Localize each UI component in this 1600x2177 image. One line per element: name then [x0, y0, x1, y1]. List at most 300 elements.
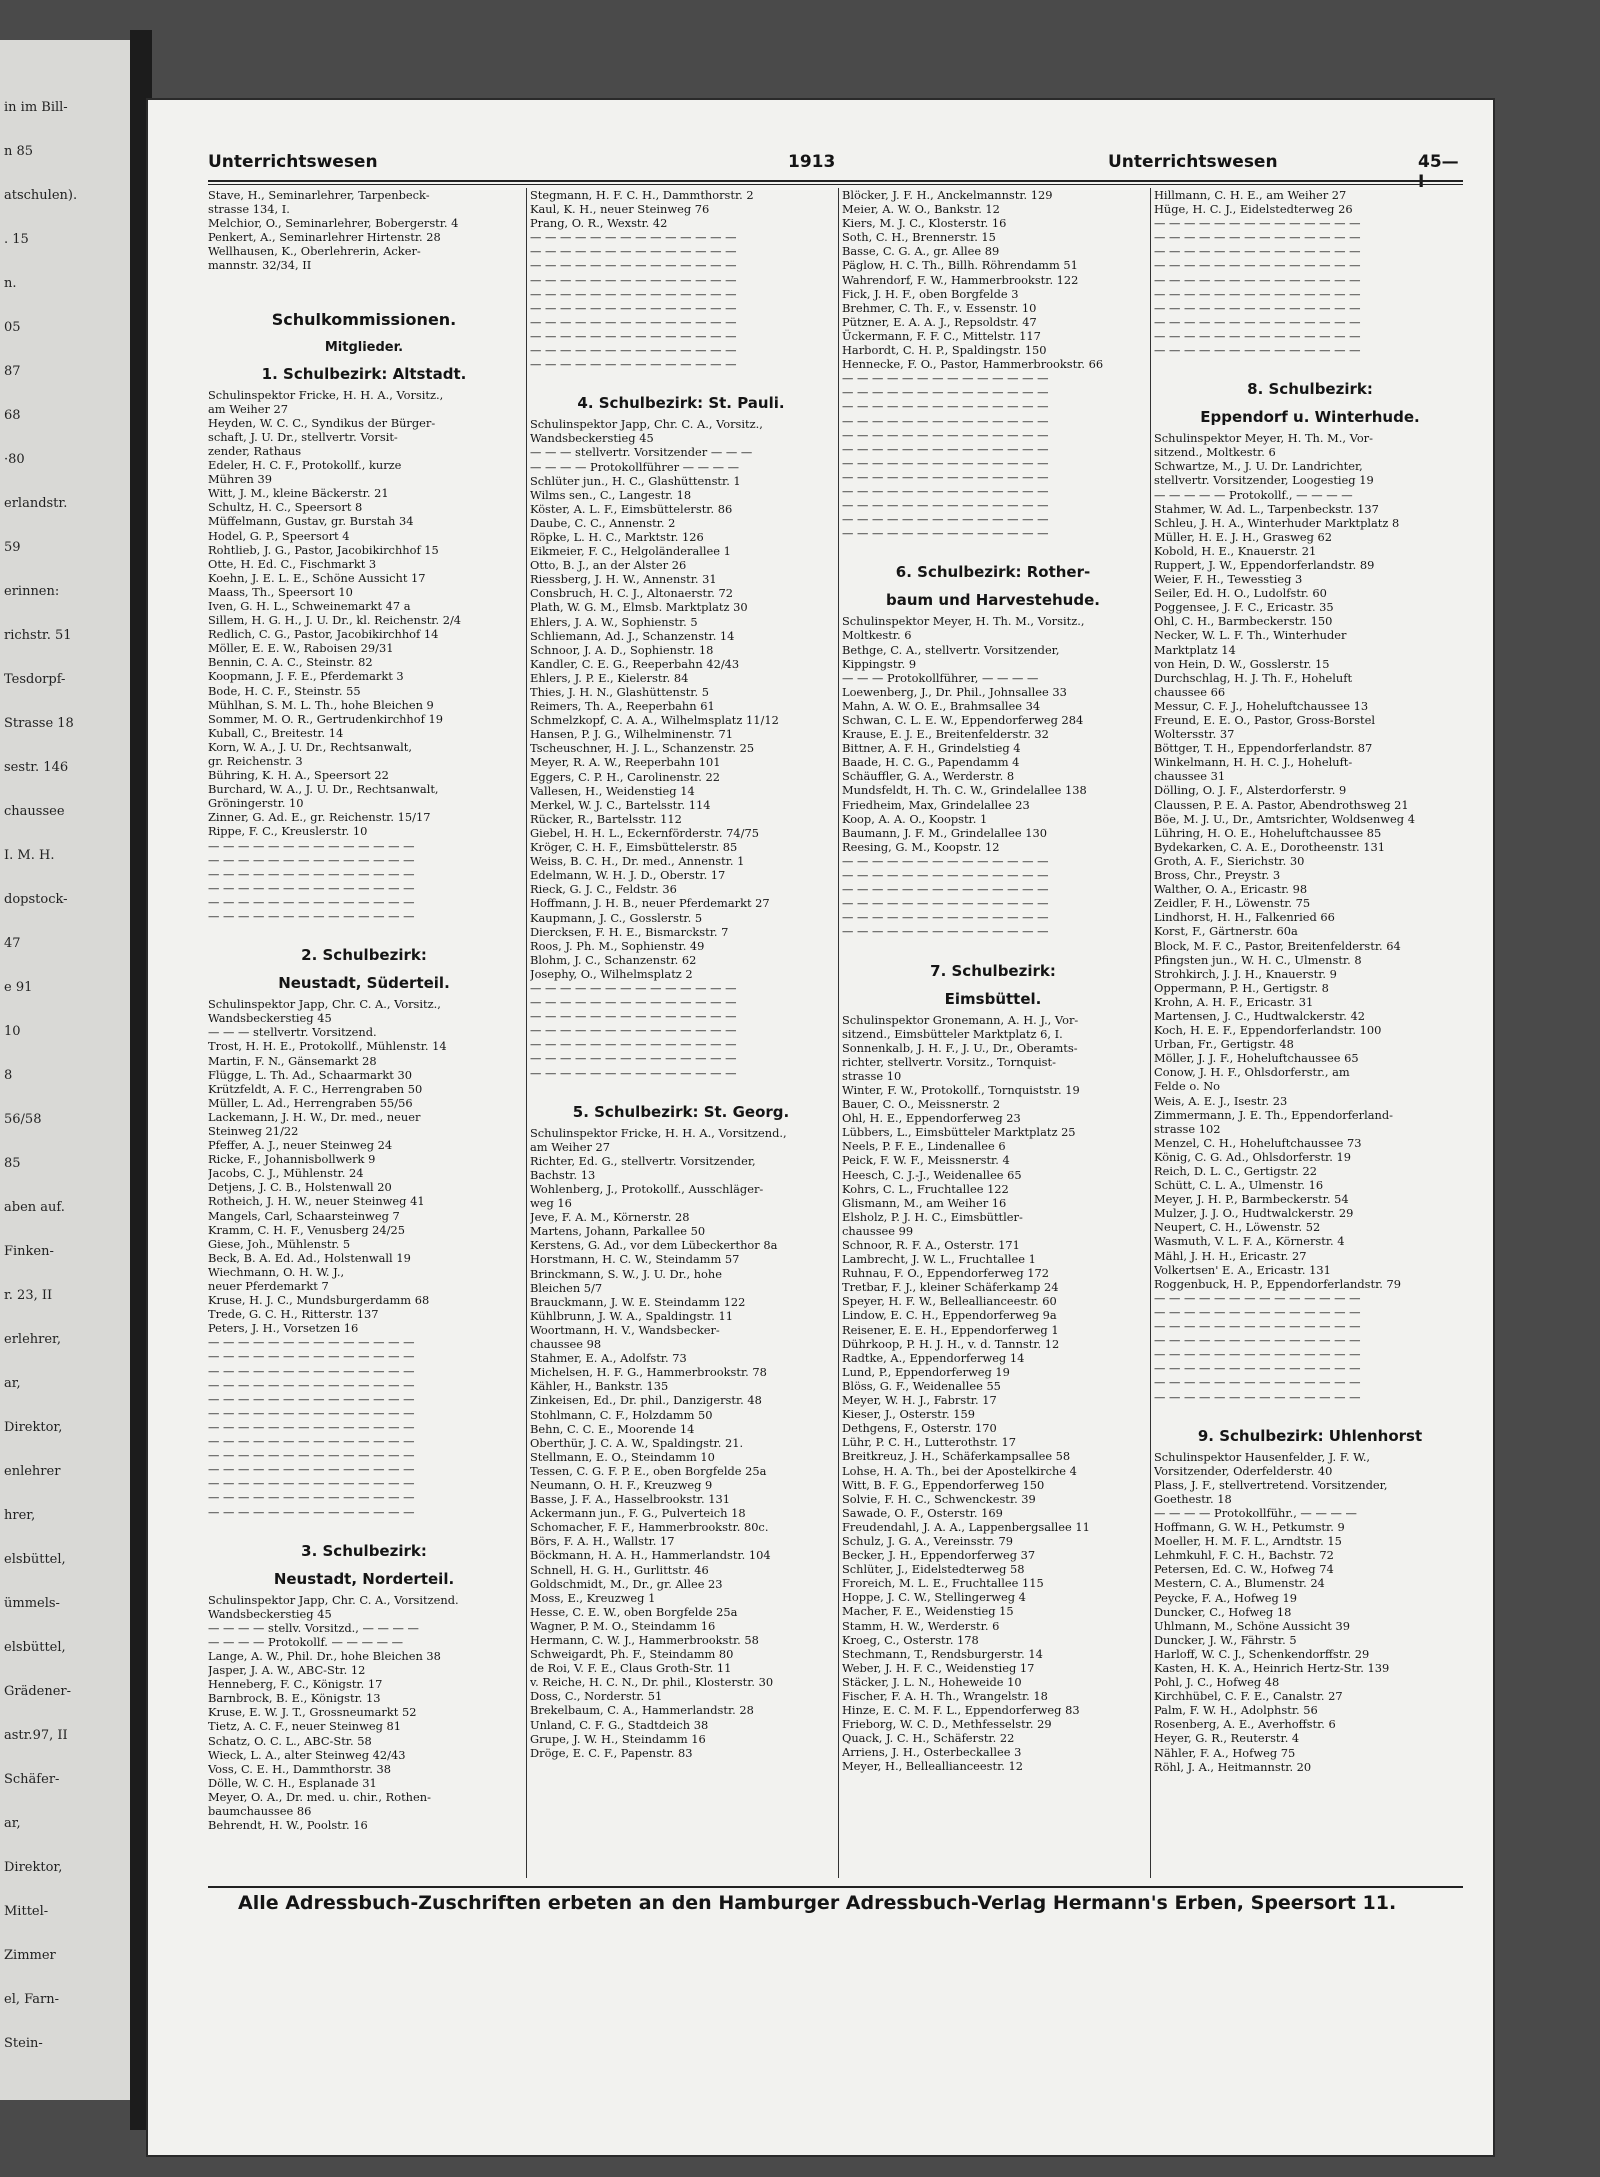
directory-entry: Nähler, F. A., Hofweg 75 — [1154, 1745, 1296, 1760]
directory-entry: Woltersstr. 37 — [1154, 727, 1235, 742]
directory-entry: Bauer, C. O., Meissnerstr. 2 — [842, 1097, 1001, 1112]
directory-entry: Sillem, H. G. H., J. U. Dr., kl. Reichenstr. 2/4 — [208, 613, 462, 628]
left-page-text: r. 23, II — [4, 1288, 53, 1303]
directory-entry: Moltkestr. 6 — [842, 628, 912, 643]
directory-entry: Kühlbrunn, J. W. A., Spaldingstr. 11 — [530, 1308, 733, 1323]
directory-entry: Witt, J. M., kleine Bäckerstr. 21 — [208, 486, 389, 501]
directory-entry: Thies, J. H. N., Glashüttenstr. 5 — [530, 685, 709, 699]
directory-entry: Neels, P. F. E., Lindenallee 6 — [842, 1139, 1006, 1154]
directory-entry: Meyer, O. A., Dr. med. u. chir., Rothen- — [208, 1789, 431, 1804]
directory-entry: — — — — — — — — — — — — — — — [530, 314, 737, 329]
directory-entry: Glismann, M., am Weiher 16 — [842, 1195, 1007, 1210]
directory-entry: Baumann, J. F. M., Grindelallee 130 — [842, 825, 1047, 840]
directory-entry: Mahn, A. W. O. E., Brahmsallee 34 — [842, 698, 1041, 713]
left-page-text: erlehrer, — [4, 1332, 61, 1347]
directory-entry: — — — — Protokollf. — — — — — — [208, 1634, 403, 1649]
directory-entry: Böttger, T. H., Eppendorferlandstr. 87 — [1154, 741, 1373, 756]
left-page-text: Finken- — [4, 1244, 54, 1259]
directory-entry: Roos, J. Ph. M., Sophienstr. 49 — [530, 938, 705, 953]
directory-entry: Kruse, H. J. C., Mundsburgerdamm 68 — [208, 1293, 430, 1308]
left-page-text: elsbüttel, — [4, 1552, 66, 1567]
directory-entry: Peters, J. H., Vorsetzen 16 — [208, 1321, 359, 1336]
directory-entry: Block, M. F. C., Pastor, Breitenfelderstr. 64 — [1154, 938, 1401, 953]
directory-entry: Rippe, F. C., Kreuslerstr. 10 — [208, 824, 368, 839]
directory-entry: — — — — — — — — — — — — — — — [1154, 286, 1361, 301]
left-page-text: 85 — [4, 1156, 21, 1171]
spacer — [1154, 357, 1466, 371]
directory-entry: Schatz, O. C. L., ABC-Str. 58 — [208, 1733, 372, 1748]
directory-entry: Wilms sen., C., Langestr. 18 — [530, 487, 692, 502]
directory-entry: Giese, Joh., Mühlenstr. 5 — [208, 1236, 351, 1251]
left-page-text: dopstock- — [4, 892, 68, 907]
directory-entry: — — — — — — — — — — — — — — — [208, 1462, 415, 1477]
directory-entry: Lindhorst, H. H., Falkenried 66 — [1154, 910, 1335, 925]
section-heading: 1. Schulbezirk: Altstadt. — [261, 364, 467, 383]
directory-entry: Gröningerstr. 10 — [208, 796, 304, 811]
directory-entry: Schulinspektor Hausenfelder, J. F. W., — [1154, 1449, 1371, 1464]
directory-entry: Froreich, M. L. E., Fruchtallee 115 — [842, 1576, 1044, 1591]
directory-entry: Schomacher, F. F., Hammerbrookstr. 80c. — [530, 1520, 769, 1535]
directory-entry: Mestern, C. A., Blumenstr. 24 — [1154, 1576, 1325, 1591]
directory-entry: Merkel, W. J. C., Bartelsstr. 114 — [530, 797, 711, 812]
directory-entry: Ehlers, J. A. W., Sophienstr. 5 — [530, 614, 698, 629]
directory-entry: Mühren 39 — [208, 472, 272, 487]
directory-entry: Freund, E. E. O., Pastor, Gross-Borstel — [1154, 713, 1376, 727]
directory-entry: — — — — — — — — — — — — — — — [1154, 300, 1361, 315]
directory-entry: Korst, F., Gärtnerstr. 60a — [1154, 924, 1298, 939]
directory-entry: — — — — — — — — — — — — — — — [842, 896, 1049, 911]
directory-entry: — — — — — — — — — — — — — — — [842, 455, 1049, 470]
directory-entry: Reich, D. L. C., Gertigstr. 22 — [1154, 1164, 1318, 1178]
directory-entry: Ruppert, J. W., Eppendorferlandstr. 89 — [1154, 557, 1375, 572]
left-page-text: n. — [4, 276, 17, 291]
left-page-text: sestr. 146 — [4, 760, 69, 775]
directory-entry: Quack, J. C. H., Schäferstr. 22 — [842, 1731, 1015, 1746]
left-page-text: atschulen). — [4, 188, 78, 203]
left-page-text: . 15 — [4, 232, 29, 247]
directory-entry: — — — — — — — — — — — — — — — [530, 1051, 737, 1066]
directory-entry: Martensen, J. C., Hudtwalckerstr. 42 — [1154, 1008, 1365, 1023]
directory-entry: Menzel, C. H., Hoheluftchaussee 73 — [1154, 1135, 1362, 1150]
directory-entry: — — — — — — — — — — — — — — — [1154, 1333, 1361, 1348]
directory-entry: — — — — — — — — — — — — — — — [842, 427, 1049, 442]
directory-entry: schaft, J. U. Dr., stellvertr. Vorsit- — [208, 429, 398, 444]
directory-entry: — — — — — — — — — — — — — — — [208, 1349, 415, 1364]
directory-entry: Wiechmann, O. H. W. J., — [208, 1264, 345, 1279]
header-year: 1913 — [788, 152, 836, 172]
directory-entry: Oberthür, J. C. A. W., Spaldingstr. 21. — [530, 1435, 744, 1450]
directory-entry: Lund, P., Eppendorferweg 19 — [842, 1364, 1010, 1379]
directory-entry: Vorsitzender, Oderfelderstr. 40 — [1154, 1463, 1333, 1478]
directory-entry: — — — — — — — — — — — — — — — [842, 469, 1049, 484]
directory-entry: — — — stellvertr. Vorsitzender — — — — [530, 445, 753, 460]
directory-entry: Daube, C. C., Annenstr. 2 — [530, 515, 676, 530]
directory-entry: am Weiher 27 — [530, 1139, 611, 1154]
directory-entry: — — — — — — — — — — — — — — — [1154, 244, 1361, 259]
directory-entry: Koopmann, J. F. E., Pferdemarkt 3 — [208, 669, 404, 684]
directory-entry: Basse, C. G. A., gr. Allee 89 — [842, 244, 1000, 259]
left-page-text: 10 — [4, 1024, 21, 1039]
directory-entry: Schulinspektor Fricke, H. H. A., Vorsitzend., — [530, 1125, 787, 1140]
left-page-text: erinnen: — [4, 584, 60, 599]
directory-entry: Schulinspektor Japp, Chr. C. A., Vorsitz., — [208, 997, 441, 1012]
directory-entry: Schnoor, J. A. D., Sophienstr. 18 — [530, 642, 714, 657]
directory-entry: Hesse, C. E. W., oben Borgfelde 25a — [530, 1604, 738, 1619]
directory-entry: Schmelzkopf, C. A. A., Wilhelmsplatz 11/12 — [530, 713, 779, 728]
directory-entry: — — — — — — — — — — — — — — — [208, 1335, 415, 1350]
directory-entry: — — — — — — — — — — — — — — — [530, 244, 737, 259]
directory-entry: sitzend., Eimsbütteler Marktplatz 6, I. — [842, 1026, 1063, 1041]
directory-entry: Hermann, C. W. J., Hammerbrookstr. 58 — [530, 1633, 759, 1647]
directory-entry: Sawade, O. F., Osterstr. 169 — [842, 1505, 1003, 1520]
spacer — [208, 273, 520, 301]
directory-entry: Behrendt, H. W., Poolstr. 16 — [208, 1818, 368, 1833]
spacer — [208, 923, 520, 937]
directory-entry: Henneberg, F. C., Königstr. 17 — [208, 1677, 383, 1692]
directory-entry: — — — — Protokollführer — — — — — [530, 459, 740, 474]
directory-entry: — — — — — — — — — — — — — — — [1154, 216, 1361, 231]
directory-entry: Zinner, G. Ad. E., gr. Reichenstr. 15/17 — [208, 810, 431, 825]
section-heading: 4. Schulbezirk: St. Pauli. — [577, 394, 785, 413]
directory-entry: Brinckmann, S. W., J. U. Dr., hohe — [530, 1266, 722, 1281]
directory-entry: — — — — — — — — — — — — — — — [530, 980, 737, 995]
directory-entry: Krohn, A. H. F., Ericastr. 31 — [1154, 994, 1314, 1009]
header-rule — [208, 180, 1463, 182]
directory-entry: chaussee 66 — [1154, 684, 1226, 699]
directory-entry: Hoffmann, G. W. H., Petkumstr. 9 — [1154, 1520, 1345, 1535]
directory-entry: — — — — — — — — — — — — — — — [208, 1490, 415, 1505]
left-page-text: Schäfer- — [4, 1772, 60, 1787]
directory-entry: strasse 10 — [842, 1068, 902, 1083]
directory-entry: — — — — — — — — — — — — — — — [842, 882, 1049, 897]
directory-entry: Vallesen, H., Weidenstieg 14 — [530, 783, 695, 798]
directory-entry: Fischer, F. A. H. Th., Wrangelstr. 18 — [842, 1689, 1048, 1703]
directory-entry: — — — — — — — — — — — — — — — [530, 286, 737, 301]
directory-entry: Schulinspektor Japp, Chr. C. A., Vorsitzend. — [208, 1592, 459, 1607]
section-heading: Schulkommissionen. — [271, 309, 457, 329]
directory-entry: Rohtlieb, J. G., Pastor, Jacobikirchhof 15 — [208, 542, 439, 557]
directory-entry: Jasper, J. A. W., ABC-Str. 12 — [208, 1663, 366, 1678]
section-heading: 9. Schulbezirk: Uhlenhorst — [1197, 1426, 1423, 1445]
directory-entry: Ohl, C. H., Barmbeckerstr. 150 — [1154, 614, 1333, 629]
directory-entry: Radtke, A., Eppendorferweg 14 — [842, 1350, 1025, 1365]
directory-entry: Hoffmann, J. H. B., neuer Pferdemarkt 27 — [530, 896, 770, 911]
directory-entry: Rieck, G. J. C., Feldstr. 36 — [530, 882, 677, 897]
directory-entry: Prang, O. R., Wexstr. 42 — [530, 216, 668, 231]
directory-entry: Schnoor, R. F. A., Osterstr. 171 — [842, 1238, 1020, 1252]
directory-entry: Schulinspektor Meyer, H. Th. M., Vor- — [1154, 431, 1373, 446]
directory-entry: Müller, H. E. J. H., Grasweg 62 — [1154, 529, 1332, 544]
directory-entry: Stohlmann, C. F., Holzdamm 50 — [530, 1407, 713, 1422]
directory-entry: Reisener, E. E. H., Eppendorferweg 1 — [842, 1322, 1059, 1337]
left-page-text: ümmels- — [4, 1596, 60, 1611]
directory-entry: Lühring, H. O. E., Hoheluftchaussee 85 — [1154, 825, 1382, 840]
directory-entry: Pfingsten jun., W. H. C., Ulmenstr. 8 — [1154, 952, 1362, 967]
directory-entry: Eikmeier, F. C., Helgoländerallee 1 — [530, 544, 731, 559]
directory-entry: — — — — — — — — — — — — — — — [842, 483, 1049, 498]
directory-entry: — — — — — — — — — — — — — — — [1154, 1375, 1361, 1390]
directory-entry: Lübbers, L., Eimsbütteler Marktplatz 25 — [842, 1125, 1076, 1140]
directory-entry: Voss, C. E. H., Dammthorstr. 38 — [208, 1761, 391, 1776]
directory-entry: — — — — — — — — — — — — — — — [842, 385, 1049, 400]
directory-entry: sitzend., Moltkestr. 6 — [1154, 445, 1276, 460]
directory-entry: Trost, H. H. E., Protokollf., Mühlenstr. 14 — [208, 1039, 447, 1054]
directory-entry: Korn, W. A., J. U. Dr., Rechtsanwalt, — [208, 739, 412, 754]
directory-entry: Martin, F. N., Gänsemarkt 28 — [208, 1053, 377, 1068]
directory-entry: chaussee 98 — [530, 1337, 602, 1352]
directory-entry: Kaupmann, J. C., Gosslerstr. 5 — [530, 910, 703, 925]
directory-entry: Möller, J. J. F., Hoheluftchaussee 65 — [1154, 1051, 1359, 1066]
directory-entry: Otto, B. J., an der Alster 26 — [530, 558, 687, 573]
left-page-text: astr.97, II — [4, 1728, 68, 1743]
left-page-text: Tesdorpf- — [4, 672, 66, 687]
directory-entry: Frieborg, W. C. D., Methfesselstr. 29 — [842, 1717, 1052, 1732]
directory-entry: — — — — — — — — — — — — — — — [530, 1037, 737, 1052]
directory-entry: Iven, G. H. L., Schweinemarkt 47 a — [208, 598, 411, 613]
directory-entry: Bachstr. 13 — [530, 1167, 596, 1182]
directory-entry: Koehn, J. E. L. E., Schöne Aussicht 17 — [208, 570, 426, 585]
directory-entry: Kasten, H. K. A., Heinrich Hertz-Str. 139 — [1154, 1661, 1390, 1675]
directory-entry: Claussen, P. E. A. Pastor, Abendrothsweg 21 — [1154, 797, 1409, 812]
directory-entry: — — — — — — — — — — — — — — — [208, 866, 415, 881]
directory-entry: — — — — — — — — — — — — — — — [530, 300, 737, 315]
left-page-text: aben auf. — [4, 1200, 65, 1215]
directory-entry: strasse 102 — [1154, 1121, 1221, 1136]
directory-entry: Witt, B. F. G., Eppendorferweg 150 — [842, 1477, 1045, 1492]
directory-entry: Dölling, O. J. F., Alsterdorferstr. 9 — [1154, 783, 1347, 798]
directory-entry: Necker, W. L. F. Th., Winterhuder — [1154, 628, 1347, 643]
directory-entry: — — — — — — — — — — — — — — — [842, 413, 1049, 428]
directory-entry: Ackermann jun., F. G., Pulverteich 18 — [530, 1506, 746, 1521]
directory-entry: König, C. G. Ad., Ohlsdorferstr. 19 — [1154, 1149, 1351, 1164]
directory-entry: Bleichen 5/7 — [530, 1280, 603, 1295]
directory-entry: — — — — — — — — — — — — — — — [1154, 1347, 1361, 1362]
section-heading: 7. Schulbezirk: — [930, 961, 1056, 980]
directory-entry: am Weiher 27 — [208, 401, 289, 416]
section-heading: 6. Schulbezirk: Rother- — [895, 563, 1091, 582]
directory-entry: Grupe, J. W. H., Steindamm 16 — [530, 1731, 706, 1746]
directory-entry: Meyer, J. H. P., Barmbeckerstr. 54 — [1154, 1192, 1349, 1207]
directory-entry: Lindow, E. C. H., Eppendorferweg 9a — [842, 1308, 1057, 1323]
directory-entry: Wagner, P. M. O., Steindamm 16 — [530, 1618, 716, 1633]
directory-entry: Becker, J. H., Eppendorferweg 37 — [842, 1548, 1036, 1563]
directory-entry: Goldschmidt, M., Dr., gr. Allee 23 — [530, 1576, 723, 1591]
directory-entry: — — — — — Protokollf., — — — — — [1154, 487, 1353, 502]
directory-entry: Tessen, C. G. F. P. E., oben Borgfelde 25a — [530, 1463, 767, 1478]
directory-entry: Kirchhübel, C. F. E., Canalstr. 27 — [1154, 1689, 1343, 1704]
directory-entry: Bethge, C. A., stellvertr. Vorsitzender, — [842, 642, 1060, 657]
directory-entry: Stahmer, W. Ad. L., Tarpenbeckstr. 137 — [1154, 501, 1379, 516]
directory-entry: — — — — — — — — — — — — — — — [530, 1065, 737, 1080]
directory-entry: Pohl, J. C., Hofweg 48 — [1154, 1675, 1280, 1690]
directory-entry: Pützner, E. A. A. J., Repsoldstr. 47 — [842, 314, 1037, 329]
directory-entry: Peick, F. W. F., Meissnerstr. 4 — [842, 1153, 1010, 1168]
directory-entry: — — — — — — — — — — — — — — — [530, 1023, 737, 1038]
section-heading: Neustadt, Norderteil. — [273, 1569, 455, 1588]
directory-entry: Krause, E. J. E., Breitenfelderstr. 32 — [842, 727, 1049, 742]
directory-entry: Otte, H. Ed. C., Fischmarkt 3 — [208, 556, 377, 571]
directory-entry: — — — — — — — — — — — — — — — [208, 1434, 415, 1449]
directory-entry: Blöss, G. F., Weidenallee 55 — [842, 1378, 1001, 1393]
column-2 — [530, 188, 832, 1878]
directory-entry: de Roi, V. F. E., Claus Groth-Str. 11 — [530, 1661, 732, 1676]
directory-entry: Bittner, A. F. H., Grindelstieg 4 — [842, 741, 1021, 756]
directory-entry: Röhl, J. A., Heitmannstr. 20 — [1154, 1759, 1312, 1774]
directory-entry: Kroeg, C., Osterstr. 178 — [842, 1632, 979, 1647]
directory-entry: — — — — — — — — — — — — — — — [530, 258, 737, 273]
directory-entry: Strohkirch, J. J. H., Knauerstr. 9 — [1154, 966, 1337, 981]
directory-entry: Ricke, F., Johannisbollwerk 9 — [208, 1152, 376, 1167]
directory-entry: Schwartze, M., J. U. Dr. Landrichter, — [1154, 459, 1363, 474]
directory-entry: Poggensee, J. F. C., Ericastr. 35 — [1154, 600, 1334, 615]
directory-entry: mannstr. 32/34, II — [208, 258, 312, 273]
directory-entry: Börs, F. A. H., Wallstr. 17 — [530, 1534, 675, 1549]
header-right: Unterrichtswesen — [1108, 152, 1278, 172]
directory-entry: Sommer, M. O. R., Gertrudenkirchhof 19 — [208, 711, 443, 726]
section-heading: baum und Harvestehude. — [886, 591, 1100, 610]
directory-entry: stellvertr. Vorsitzender, Loogestieg 19 — [1154, 473, 1374, 488]
directory-entry: — — — — — — — — — — — — — — — [208, 1405, 415, 1420]
directory-entry: Schwan, C. L. E. W., Eppendorferweg 284 — [842, 713, 1084, 727]
directory-entry: Dölle, W. C. H., Esplanade 31 — [208, 1775, 377, 1790]
directory-entry: Kiers, M. J. C., Klosterstr. 16 — [842, 216, 1007, 231]
left-page-text: 87 — [4, 364, 21, 379]
directory-entry: Palm, F. W. H., Adolphstr. 56 — [1154, 1703, 1318, 1718]
left-page-text: ar, — [4, 1816, 21, 1831]
directory-entry: Conow, J. H. F., Ohlsdorferstr., am — [1154, 1065, 1350, 1080]
directory-entry: Eggers, C. P. H., Carolinenstr. 22 — [530, 769, 720, 784]
spacer — [208, 1519, 520, 1533]
directory-entry: Schlüter, J., Eidelstedterweg 58 — [842, 1562, 1025, 1577]
directory-entry: Riessberg, J. H. W., Annenstr. 31 — [530, 572, 717, 587]
directory-entry: Schnell, H. G. H., Gurlittstr. 46 — [530, 1562, 709, 1577]
directory-entry: Köster, A. L. F., Eimsbüttelerstr. 86 — [530, 501, 733, 516]
directory-entry: Moss, E., Kreuzweg 1 — [530, 1590, 656, 1605]
directory-entry: Diercksen, F. H. E., Bismarckstr. 7 — [530, 924, 729, 939]
directory-entry: strasse 134, I. — [208, 202, 290, 217]
directory-entry: Burchard, W. A., J. U. Dr., Rechtsanwalt, — [208, 782, 439, 797]
directory-entry: Koch, H. E. F., Eppendorferlandstr. 100 — [1154, 1023, 1382, 1038]
directory-entry: Ückermann, F. F. C., Mittelstr. 117 — [842, 328, 1041, 343]
directory-entry: — — — — — — — — — — — — — — — [208, 1419, 415, 1434]
directory-entry: Hüge, H. C. J., Eidelstedterweg 26 — [1154, 202, 1353, 217]
left-page-text: hrer, — [4, 1508, 36, 1523]
directory-entry: Zimmermann, J. E. Th., Eppendorferland- — [1154, 1107, 1394, 1122]
directory-entry: Wandsbeckerstieg 45 — [208, 1606, 332, 1621]
directory-entry: Lange, A. W., Phil. Dr., hohe Bleichen 38 — [208, 1648, 441, 1663]
section-heading: Mitglieder. — [324, 339, 404, 355]
directory-entry: zender, Rathaus — [208, 443, 302, 458]
directory-entry: Rotheich, J. H. W., neuer Steinweg 41 — [208, 1194, 425, 1209]
directory-entry: Breitkreuz, J. H., Schäferkampsallee 58 — [842, 1449, 1071, 1464]
left-page-text: ar, — [4, 1376, 21, 1391]
directory-entry: Hinze, E. C. M. F. L., Eppendorferweg 83 — [842, 1703, 1080, 1718]
spacer — [842, 939, 1144, 953]
left-page-text: Direktor, — [4, 1420, 63, 1435]
directory-entry: Meyer, W. H. J., Fabrstr. 17 — [842, 1393, 997, 1408]
section-heading: 3. Schulbezirk: — [301, 1541, 427, 1560]
column-4 — [1154, 188, 1466, 1878]
directory-entry: Schleu, J. H. A., Winterhuder Marktplatz 8 — [1154, 515, 1400, 530]
spacer — [530, 1080, 832, 1094]
directory-entry: Detjens, J. C. B., Holstenwall 20 — [208, 1180, 392, 1195]
directory-entry: Kandler, C. E. G., Reeperbahn 42/43 — [530, 656, 740, 671]
directory-entry: von Hein, D. W., Gosslerstr. 15 — [1154, 656, 1330, 671]
directory-entry: Heyden, W. C. C., Syndikus der Bürger- — [208, 415, 436, 430]
directory-entry: — — — — — — — — — — — — — — — [1154, 328, 1361, 343]
directory-entry: — — — — — — — — — — — — — — — [208, 880, 415, 895]
directory-entry: Michelsen, H. F. G., Hammerbrookstr. 78 — [530, 1365, 767, 1380]
directory-entry: Kaul, K. H., neuer Steinweg 76 — [530, 202, 710, 217]
directory-entry: Wahrendorf, F. W., Hammerbrookstr. 122 — [842, 272, 1079, 287]
section-heading: Eppendorf u. Winterhude. — [1200, 408, 1420, 427]
directory-entry: neuer Pferdemarkt 7 — [208, 1279, 329, 1293]
directory-entry: — — — — — — — — — — — — — — — [208, 1377, 415, 1392]
directory-entry: Volkertsen' E. A., Ericastr. 131 — [1154, 1262, 1331, 1277]
directory-entry: Kähler, H., Bankstr. 135 — [530, 1379, 669, 1394]
directory-entry: Röpke, L. H. C., Marktstr. 126 — [530, 529, 704, 544]
directory-entry: Bode, H. C. F., Steinstr. 55 — [208, 683, 361, 698]
directory-entry: Durchschlag, H. J. Th. F., Hoheluft — [1154, 670, 1353, 685]
left-page-text: 56/58 — [4, 1112, 42, 1127]
directory-entry: Macher, F. E., Weidenstieg 15 — [842, 1604, 1014, 1619]
directory-entry: — — — — — — — — — — — — — — — [842, 371, 1049, 386]
directory-entry: — — — — — — — — — — — — — — — [530, 343, 737, 358]
directory-entry: Redlich, C. G., Pastor, Jacobikirchhof 14 — [208, 627, 439, 642]
directory-entry: Zinkeisen, Ed., Dr. phil., Danzigerstr. 48 — [530, 1393, 762, 1408]
directory-entry: Dröge, E. C. F., Papenstr. 83 — [530, 1745, 693, 1760]
left-page-text: 05 — [4, 320, 21, 335]
directory-entry: Schweigardt, Ph. F., Steindamm 80 — [530, 1647, 734, 1662]
directory-entry: Meier, A. W. O., Bankstr. 12 — [842, 202, 1000, 217]
directory-entry: Stamm, H. W., Werderstr. 6 — [842, 1618, 1000, 1633]
directory-entry: Martens, Johann, Parkallee 50 — [530, 1224, 706, 1239]
directory-entry: — — — — — — — — — — — — — — — [842, 910, 1049, 925]
directory-entry: Penkert, A., Seminarlehrer Hirtenstr. 28 — [208, 230, 441, 245]
section-heading: Eimsbüttel. — [944, 989, 1042, 1008]
left-page-text: Strasse 18 — [4, 716, 74, 731]
section-heading: 8. Schulbezirk: — [1247, 380, 1373, 399]
left-page-text: Mittel- — [4, 1904, 49, 1919]
directory-entry: Wieck, L. A., alter Steinweg 42/43 — [208, 1747, 406, 1762]
directory-entry: Schäuffler, G. A., Werderstr. 8 — [842, 769, 1015, 784]
directory-entry: — — — — Protokollführ., — — — — — [1154, 1505, 1357, 1520]
directory-entry: Flügge, L. Th. Ad., Schaarmarkt 30 — [208, 1067, 412, 1082]
directory-entry: Weber, J. H. F. C., Weidenstieg 17 — [842, 1660, 1035, 1675]
directory-entry: — — — — — — — — — — — — — — — [208, 852, 415, 867]
directory-entry: Heyer, G. R., Reuterstr. 4 — [1154, 1731, 1300, 1746]
directory-entry: Mähl, J. H. H., Ericastr. 27 — [1154, 1248, 1307, 1263]
directory-entry: Basse, J. F. A., Hasselbrookstr. 131 — [530, 1492, 730, 1507]
directory-entry: Roggenbuck, H. P., Eppendorferlandstr. 79 — [1154, 1276, 1402, 1291]
directory-entry: Harloff, W. C. J., Schenkendorffstr. 29 — [1154, 1646, 1370, 1661]
directory-entry: — — — — — — — — — — — — — — — [530, 328, 737, 343]
directory-entry: Böckmann, H. A. H., Hammerlandstr. 104 — [530, 1548, 771, 1563]
directory-entry: richter, stellvertr. Vorsitz., Tornquist- — [842, 1054, 1056, 1069]
directory-entry: Beck, B. A. Ed. Ad., Holstenwall 19 — [208, 1250, 411, 1265]
directory-entry: — — — stellvertr. Vorsitzend. — [208, 1025, 377, 1040]
left-page-text: chaussee — [4, 804, 65, 819]
directory-entry: — — — — — — — — — — — — — — — [1154, 230, 1361, 245]
directory-entry: Marktplatz 14 — [1154, 642, 1236, 657]
directory-entry: Josephy, O., Wilhelmsplatz 2 — [530, 966, 693, 981]
directory-entry: — — — — — — — — — — — — — — — [530, 272, 737, 287]
directory-entry: Walther, O. A., Ericastr. 98 — [1154, 882, 1308, 897]
spacer — [530, 371, 832, 385]
directory-entry: Urban, Fr., Gertigstr. 48 — [1154, 1037, 1294, 1052]
column-3 — [842, 188, 1144, 1878]
directory-entry: Meyer, R. A. W., Reeperbahn 101 — [530, 755, 721, 770]
